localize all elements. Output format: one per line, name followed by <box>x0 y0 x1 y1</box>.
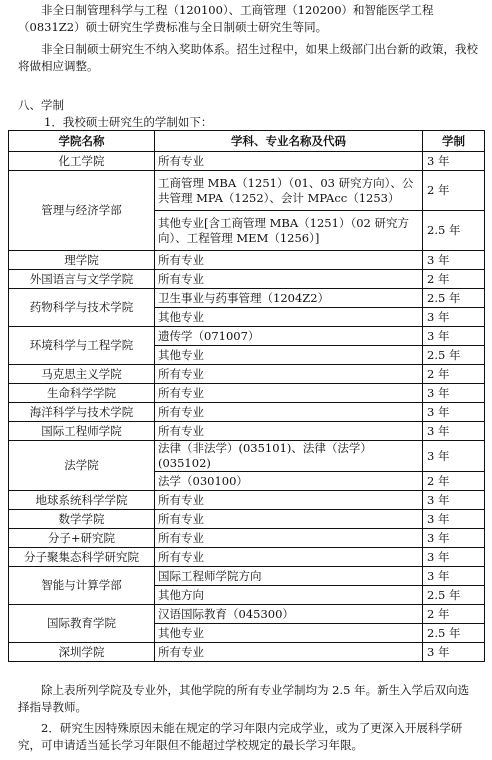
school-cell: 分子+研究院 <box>9 529 155 548</box>
table-row <box>9 251 485 270</box>
duration-cell: 3 年 <box>423 510 485 529</box>
school-cell: 海洋科学与技术学院 <box>9 403 155 422</box>
table-row <box>9 441 485 472</box>
major-cell: 所有专业 <box>155 510 423 529</box>
duration-cell: 3 年 <box>423 529 485 548</box>
table-row <box>9 422 485 441</box>
major-cell: 所有专业 <box>155 270 423 289</box>
table-row <box>9 491 485 510</box>
section-subheading: 1．我校硕士研究生的学制如下： <box>44 115 213 129</box>
school-cell: 数学学院 <box>9 510 155 529</box>
note-paragraph-default-duration: 除上表所列学院及专业外，其他学院的所有专业学制均为 2.5 年。新生入学后双向选择指导教师。 <box>18 683 470 715</box>
major-cell: 所有专业 <box>155 422 423 441</box>
header-major: 学科、专业名称及代码 <box>155 131 423 152</box>
school-cell: 理学院 <box>9 251 155 270</box>
intro-paragraph-scholarship: 非全日制硕士研究生不纳入奖助体系。招生过程中，如果上级部门出台新的政策，我校将做相应调整。 <box>18 42 478 74</box>
header-school: 学院名称 <box>9 131 155 152</box>
major-cell: 国际工程师学院方向 <box>155 567 423 586</box>
table-row <box>9 403 485 422</box>
major-cell: 工商管理 MBA（1251）（01、03 研究方向）、公共管理 MPA（1252）、会计 MPAcc（1253） <box>155 171 423 211</box>
school-cell: 地球系统科学学院 <box>9 491 155 510</box>
duration-cell: 3 年 <box>423 643 485 662</box>
duration-cell: 2 年 <box>423 605 485 624</box>
table-row <box>9 510 485 529</box>
header-duration: 学制 <box>423 131 485 152</box>
duration-cell: 2 年 <box>423 472 485 491</box>
table-row <box>9 171 485 211</box>
school-cell: 马克思主义学院 <box>9 365 155 384</box>
major-cell: 其他专业 <box>155 624 423 643</box>
duration-cell: 3 年 <box>423 567 485 586</box>
duration-cell: 3 年 <box>423 491 485 510</box>
table-row <box>9 384 485 403</box>
major-cell: 其他专业[含工商管理 MBA（1251）（02 研究方向）、工程管理 MEM（1256）] <box>155 211 423 251</box>
school-cell: 智能与计算学部 <box>9 567 155 605</box>
school-cell: 药物科学与技术学院 <box>9 289 155 327</box>
duration-cell: 2 年 <box>423 270 485 289</box>
major-cell: 所有专业 <box>155 403 423 422</box>
table-row <box>9 567 485 586</box>
duration-cell: 2.5 年 <box>423 346 485 365</box>
duration-table <box>8 130 485 662</box>
table-row <box>9 327 485 346</box>
major-cell: 遗传学（071007） <box>155 327 423 346</box>
school-cell: 法学院 <box>9 441 155 491</box>
duration-cell: 3 年 <box>423 441 485 472</box>
table-row <box>9 365 485 384</box>
duration-cell: 3 年 <box>423 403 485 422</box>
table-row <box>9 289 485 308</box>
table-row <box>9 548 485 567</box>
major-cell: 其他方向 <box>155 586 423 605</box>
intro-paragraph-fee: 非全日制管理科学与工程（120100）、工商管理（120200）和智能医学工程（0831Z2）硕士研究生学费标准与全日制硕士研究生等同。 <box>18 3 434 35</box>
major-cell: 所有专业 <box>155 365 423 384</box>
section-heading: 八、学制 <box>18 98 64 112</box>
duration-cell: 3 年 <box>423 251 485 270</box>
note-paragraph-extension: 2．研究生因特殊原因未能在规定的学习年限内完成学业，或为了更深入开展科学研究，可申请适当延长学习年限但不能超过学校规定的最长学习年限。 <box>18 721 463 753</box>
duration-cell: 3 年 <box>423 308 485 327</box>
school-cell: 深圳学院 <box>9 643 155 662</box>
duration-cell: 2.5 年 <box>423 624 485 643</box>
duration-cell: 2.5 年 <box>423 586 485 605</box>
major-cell: 所有专业 <box>155 643 423 662</box>
major-cell: 汉语国际教育（045300） <box>155 605 423 624</box>
duration-cell: 3 年 <box>423 548 485 567</box>
major-cell: 所有专业 <box>155 152 423 171</box>
duration-cell: 3 年 <box>423 152 485 171</box>
school-cell: 化工学院 <box>9 152 155 171</box>
duration-cell: 2 年 <box>423 365 485 384</box>
table-row <box>9 605 485 624</box>
major-cell: 所有专业 <box>155 491 423 510</box>
duration-cell: 3 年 <box>423 422 485 441</box>
major-cell: 所有专业 <box>155 548 423 567</box>
table-header-row <box>9 131 485 152</box>
major-cell: 法律（非法学）(035101)、法律（法学）(035102) <box>155 441 423 472</box>
duration-cell: 2.5 年 <box>423 211 485 251</box>
school-cell: 国际工程师学院 <box>9 422 155 441</box>
school-cell: 环境科学与工程学院 <box>9 327 155 365</box>
major-cell: 其他专业 <box>155 346 423 365</box>
major-cell: 所有专业 <box>155 384 423 403</box>
school-cell: 外国语言与文学学院 <box>9 270 155 289</box>
major-cell: 所有专业 <box>155 251 423 270</box>
major-cell: 法学（030100） <box>155 472 423 491</box>
duration-cell: 2.5 年 <box>423 289 485 308</box>
major-cell: 所有专业 <box>155 529 423 548</box>
school-cell: 生命科学学院 <box>9 384 155 403</box>
major-cell: 其他专业 <box>155 308 423 327</box>
school-cell: 管理与经济学部 <box>9 171 155 251</box>
duration-cell: 2 年 <box>423 171 485 211</box>
table-row <box>9 643 485 662</box>
school-cell: 分子聚集态科学研究院 <box>9 548 155 567</box>
table-row <box>9 152 485 171</box>
table-row <box>9 529 485 548</box>
duration-cell: 3 年 <box>423 327 485 346</box>
school-cell: 国际教育学院 <box>9 605 155 643</box>
major-cell: 卫生事业与药事管理（1204Z2） <box>155 289 423 308</box>
table-row <box>9 270 485 289</box>
duration-cell: 3 年 <box>423 384 485 403</box>
